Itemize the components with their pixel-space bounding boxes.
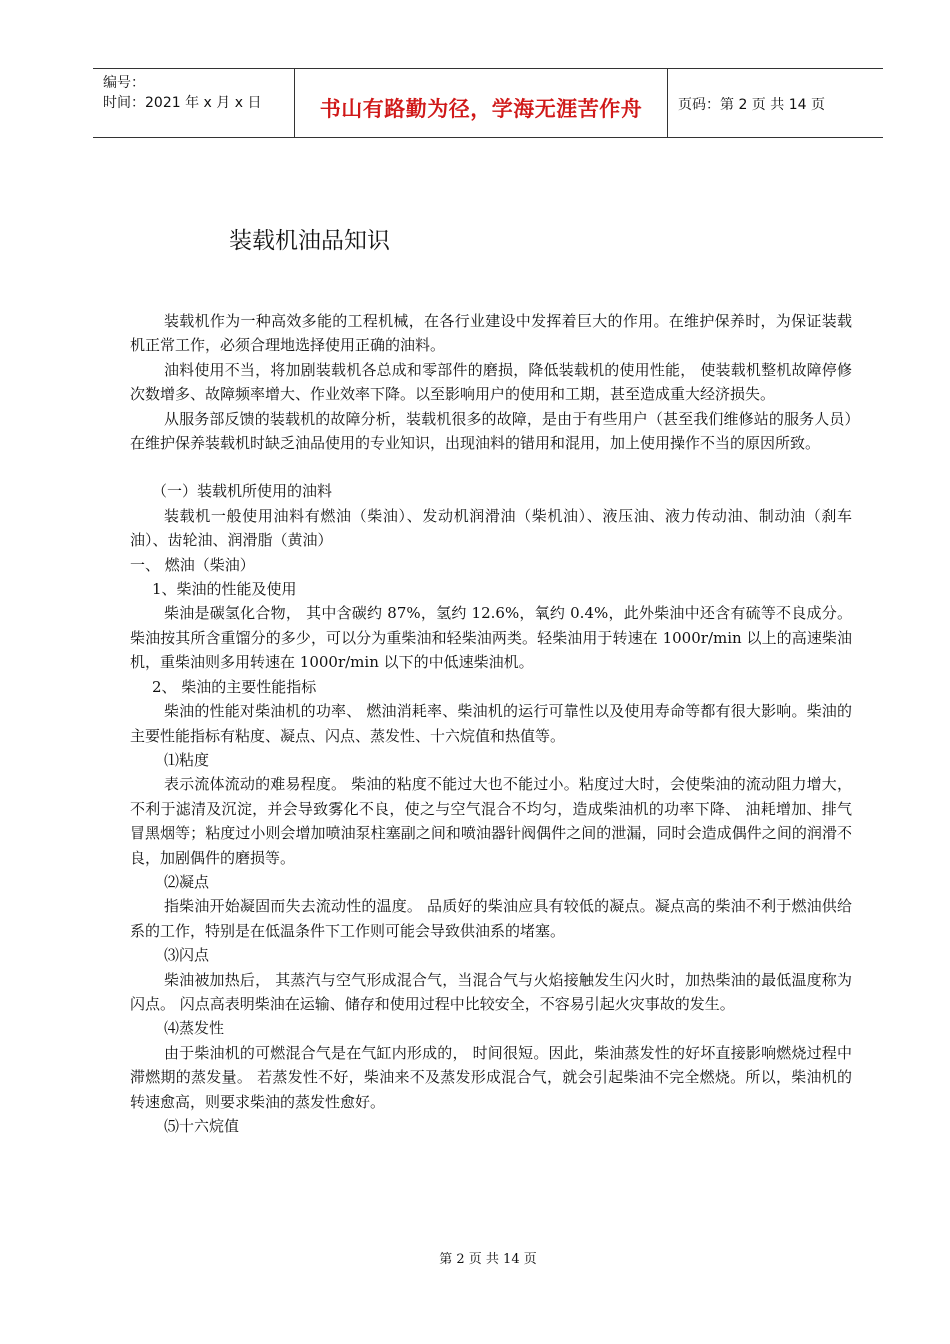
paragraph-diesel-indicators: 柴油的性能对柴油机的功率、 燃油消耗率、柴油机的运行可靠性以及使用寿命等都有很大影响。柴油的主要性能指标有粘度、凝点、闪点、蒸发性、十六烷值和热值等。	[130, 702, 852, 745]
paragraph-diesel-composition: 柴油是碳氢化合物， 其中含碳约 87%，氢约 12.6%，氧约 0.4%，此外柴油中还含有硫等不良成分。 柴油按其所含重馏分的多少，可以分为重柴油和轻柴油两类。轻柴油用于转速在 1000r/min 以上的高速柴油机，重柴油则多用转速在 1000r/min 以下的中低速柴油机。	[130, 604, 852, 672]
section-heading-fuel: 一、 燃油（柴油）	[130, 555, 255, 574]
document-body	[130, 309, 852, 1138]
document-time: 时间：2021 年 x 月 x 日	[103, 95, 262, 111]
paragraph-volatility: 由于柴油机的可燃混合气是在气缸内形成的， 时间很短。因此，柴油蒸发性的好坏直接影响燃烧过程中滞燃期的蒸发量。 若蒸发性不好，柴油来不及蒸发形成混合气，就会引起柴油不完全燃烧。所以，柴油机的转速愈高，则要求柴油的蒸发性愈好。	[130, 1043, 852, 1111]
document-title: 装载机油品知识	[229, 228, 390, 254]
header-left-cell	[93, 69, 295, 137]
subheading-volatility: ⑷蒸发性	[164, 1019, 225, 1038]
paragraph-intro: 装载机作为一种高效多能的工程机械，在各行业建设中发挥着巨大的作用。在维护保养时，为保证装载机正常工作，必须合理地选择使用正确的油料。	[130, 312, 852, 355]
header-middle-cell	[295, 69, 668, 137]
paragraph-flash-point: 柴油被加热后， 其蒸汽与空气形成混合气，当混合气与火焰接触发生闪火时，加热柴油的最低温度称为闪点。 闪点高表明柴油在运输、储存和使用过程中比较安全，不容易引起火灾事故的发生。	[130, 970, 852, 1013]
section-heading-oils: （一）装载机所使用的油料	[152, 482, 333, 501]
paragraph-pour-point: 指柴油开始凝固而失去流动性的温度。 品质好的柴油应具有较低的凝点。凝点高的柴油不利于燃油供给系的工作，特别是在低温条件下工作则可能会导致供油系的堵塞。	[130, 897, 852, 940]
header-right-cell	[668, 69, 883, 137]
subheading-viscosity: ⑴粘度	[164, 750, 210, 769]
spacer	[130, 455, 852, 479]
paragraph-fault-analysis: 从服务部反馈的装载机的故障分析，装载机很多的故障，是由于有些用户（甚至我们维修站的服务人员）在维护保养装载机时缺乏油品使用的专业知识，出现油料的错用和混用，加上使用操作不当的原因所致。	[130, 409, 852, 453]
page-header	[93, 68, 883, 138]
paragraph-oil-list: 装载机一般使用油料有燃油（柴油）、发动机润滑油（柴机油）、液压油、液力传动油、制动油（刹车油）、齿轮油、润滑脂（黄油）	[130, 506, 852, 550]
header-motto: 书山有路勤为径，学海无涯苦作舟	[319, 97, 643, 121]
page-footer: 第 2 页 共 14 页	[439, 1252, 537, 1267]
document-number-label: 编号：	[103, 75, 145, 91]
subheading-diesel-use: 1、柴油的性能及使用	[152, 580, 297, 599]
header-page-info: 页码：第 2 页 共 14 页	[678, 97, 825, 113]
subheading-diesel-indicators: 2、 柴油的主要性能指标	[152, 677, 317, 696]
paragraph-viscosity: 表示流体流动的难易程度。 柴油的粘度不能过大也不能过小。粘度过大时，会使柴油的流动阻力增大， 不利于滤清及沉淀，并会导致雾化不良，使之与空气混合不均匀，造成柴油机的功率下降、 油耗增加、排气冒黑烟等；粘度过小则会增加喷油泵柱塞副之间和喷油器针阀偶件之间的泄漏，同时会造成偶件之间的润滑不良，加剧偶件的磨损等。	[130, 775, 852, 867]
paragraph-misuse: 油料使用不当，将加剧装载机各总成和零部件的磨损，降低装载机的使用性能， 使装载机整机故障停修次数增多、故障频率增大、作业效率下降。以至影响用户的使用和工期，甚至造成重大经济损失。	[130, 360, 852, 404]
subheading-cetane: ⑸十六烷值	[164, 1117, 240, 1135]
subheading-flash-point: ⑶闪点	[164, 946, 210, 965]
subheading-pour-point: ⑵凝点	[164, 872, 210, 891]
